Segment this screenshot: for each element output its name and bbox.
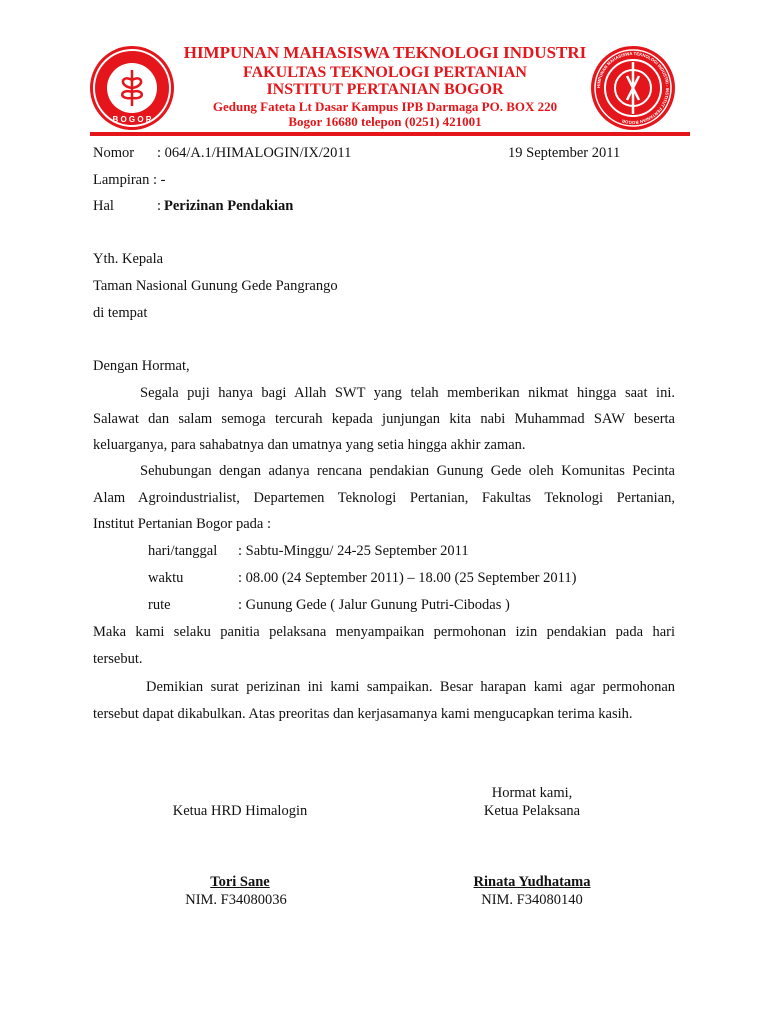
left-signatory-name: Tori Sane: [210, 874, 270, 890]
hal-label: Hal: [93, 198, 114, 214]
recipient-line: Taman Nasional Gunung Gede Pangrango: [93, 278, 338, 294]
left-signatory-title: Ketua HRD Himalogin: [172, 803, 308, 819]
right-signatory-name: Rinata Yudhatama: [473, 874, 591, 890]
institute-name: INSTITUT PERTANIAN BOGOR: [266, 81, 504, 98]
detail-value: : 08.00 (24 September 2011) – 18.00 (25 September 2011): [238, 570, 577, 586]
detail-value: : Gunung Gede ( Jalur Gunung Putri-Cibodas ): [238, 597, 510, 613]
nomor-label: Nomor: [93, 145, 135, 161]
ipb-logo: [90, 46, 174, 130]
greeting: Dengan Hormat,: [93, 358, 190, 374]
lampiran: Lampiran : -: [93, 172, 166, 188]
org-name: HIMPUNAN MAHASISWA TEKNOLOGI INDUSTRI: [183, 43, 587, 62]
closing: Hormat kami,: [491, 785, 573, 801]
paragraph-line: keluarganya, para sahabatnya dan umatnya yang setia hingga akhir zaman.: [93, 437, 526, 453]
recipient-line: Yth. Kepala: [93, 251, 164, 267]
detail-label: hari/tanggal: [148, 543, 218, 559]
right-logo-ring-text: HIMPUNAN MAHASISWA TEKNOLOGI INDUSTRI - INSTITUT PERTANIAN BOGOR: [595, 50, 671, 126]
svg-text:B O G O R: B O G O R: [112, 115, 152, 124]
hal-colon: :: [157, 198, 162, 214]
paragraph-line: Maka kami selaku panitia pelaksana menyampaikan permohonan izin pendakian pada hari: [93, 624, 675, 640]
left-signatory-nim: NIM. F34080036: [185, 892, 287, 908]
paragraph-line: tersebut dapat dikabulkan. Atas preoritas dan kerjasamanya kami mengucapkan terima kasih.: [93, 706, 633, 722]
letter-date: 19 September 2011: [508, 145, 621, 161]
phone-line: Bogor 16680 telepon (0251) 421001: [288, 114, 482, 129]
hal-value: Perizinan Pendakian: [164, 198, 294, 214]
paragraph-line: tersebut.: [93, 651, 143, 667]
faculty-name: FAKULTAS TEKNOLOGI PERTANIAN: [243, 64, 527, 81]
paragraph-line: Sehubungan dengan adanya rencana pendakian Gunung Gede oleh Komunitas Pecinta: [140, 463, 675, 479]
paragraph-line: Segala puji hanya bagi Allah SWT yang telah memberikan nikmat hingga saat ini.: [140, 385, 675, 401]
paragraph-line: Institut Pertanian Bogor pada :: [93, 516, 271, 532]
detail-label: waktu: [148, 570, 184, 586]
detail-label: rute: [148, 597, 171, 613]
paragraph-line: Alam Agroindustrialist, Departemen Teknologi Pertanian, Fakultas Teknologi Pertanian,: [93, 490, 675, 506]
detail-value: : Sabtu-Minggu/ 24-25 September 2011: [238, 543, 469, 559]
paragraph-line: Salawat dan salam semoga tercurah kepada junjungan kita nabi Muhammad SAW beserta: [93, 411, 675, 427]
right-signatory-title: Ketua Pelaksana: [483, 803, 581, 819]
recipient-line: di tempat: [93, 305, 148, 321]
himalogin-logo: [591, 46, 675, 130]
right-signatory-nim: NIM. F34080140: [481, 892, 583, 908]
address-line: Gedung Fateta Lt Dasar Kampus IPB Darmaga PO. BOX 220: [212, 99, 558, 114]
paragraph-line: Demikian surat perizinan ini kami sampaikan. Besar harapan kami agar permohonan: [146, 679, 675, 695]
nomor-value: : 064/A.1/HIMALOGIN/IX/2011: [157, 145, 352, 161]
header-divider: [90, 132, 690, 136]
